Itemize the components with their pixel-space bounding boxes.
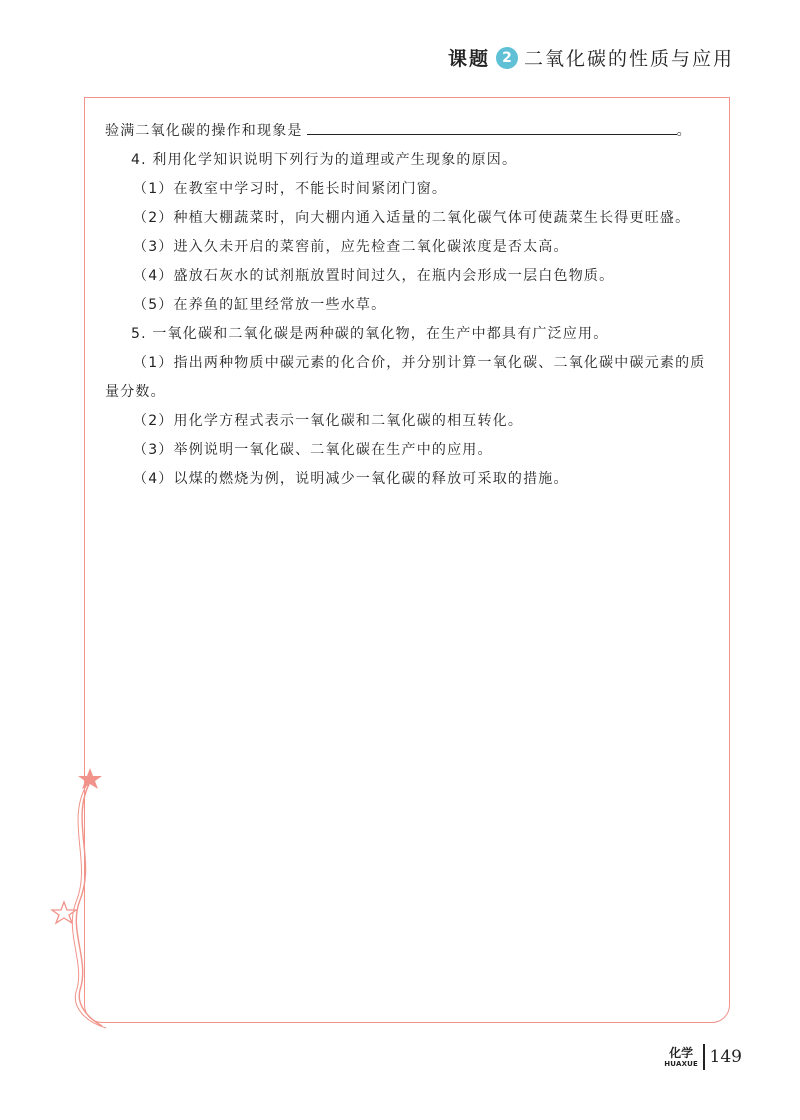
- question-5-item-3: （3）举例说明一氧化碳、二氧化碳在生产中的应用。: [133, 442, 493, 458]
- question-4-item-1: （1）在教室中学习时，不能长时间紧闭门窗。: [133, 181, 448, 197]
- subject-logo: [664, 1047, 698, 1068]
- exercise-content: [105, 117, 717, 494]
- question-4-stem: 4. 利用化学知识说明下列行为的道理或产生现象的原因。: [131, 152, 518, 168]
- lesson-number-badge: 2: [496, 47, 518, 69]
- question-4-item-2: （2）种植大棚蔬菜时，向大棚内通入适量的二氧化碳气体可使蔬菜生长得更旺盛。: [133, 210, 691, 226]
- page-footer: [664, 1044, 742, 1070]
- star-filled-icon: [78, 768, 102, 789]
- lesson-topic: 二氧化碳的性质与应用: [523, 48, 734, 70]
- question-4-item-4: （4）盛放石灰水的试剂瓶放置时间过久，在瓶内会形成一层白色物质。: [133, 268, 615, 284]
- question-5-item-1: （1）指出两种物质中碳元素的化合价，并分别计算一氧化碳、二氧化碳中碳元素的质量分数。: [105, 355, 706, 400]
- page-number: 149: [709, 1047, 742, 1067]
- footer-divider: [703, 1044, 705, 1070]
- fill-in-prompt: 验满二氧化碳的操作和现象是: [105, 123, 303, 139]
- lesson-label: 课题: [447, 48, 490, 70]
- subject-name: 化学: [669, 1045, 694, 1060]
- question-5-stem: 5. 一氧化碳和二氧化碳是两种碳的氧化物，在生产中都具有广泛应用。: [131, 326, 609, 342]
- question-4-item-5: （5）在养鱼的缸里经常放一些水草。: [133, 297, 387, 313]
- star-ribbon-decoration: [50, 760, 110, 1030]
- answer-blank: [307, 120, 677, 135]
- subject-pinyin: HUAXUE: [664, 1059, 699, 1068]
- question-5-item-2: （2）用化学方程式表示一氧化碳和二氧化碳的相互转化。: [133, 413, 524, 429]
- fill-in-line: [105, 117, 717, 146]
- question-4-item-3: （3）进入久未开启的菜窖前，应先检查二氧化碳浓度是否太高。: [133, 239, 569, 255]
- question-5-item-4: （4）以煤的燃烧为例，说明减少一氧化碳的释放可采取的措施。: [133, 471, 569, 487]
- fill-in-suffix: 。: [676, 123, 692, 139]
- page-header: [448, 44, 734, 71]
